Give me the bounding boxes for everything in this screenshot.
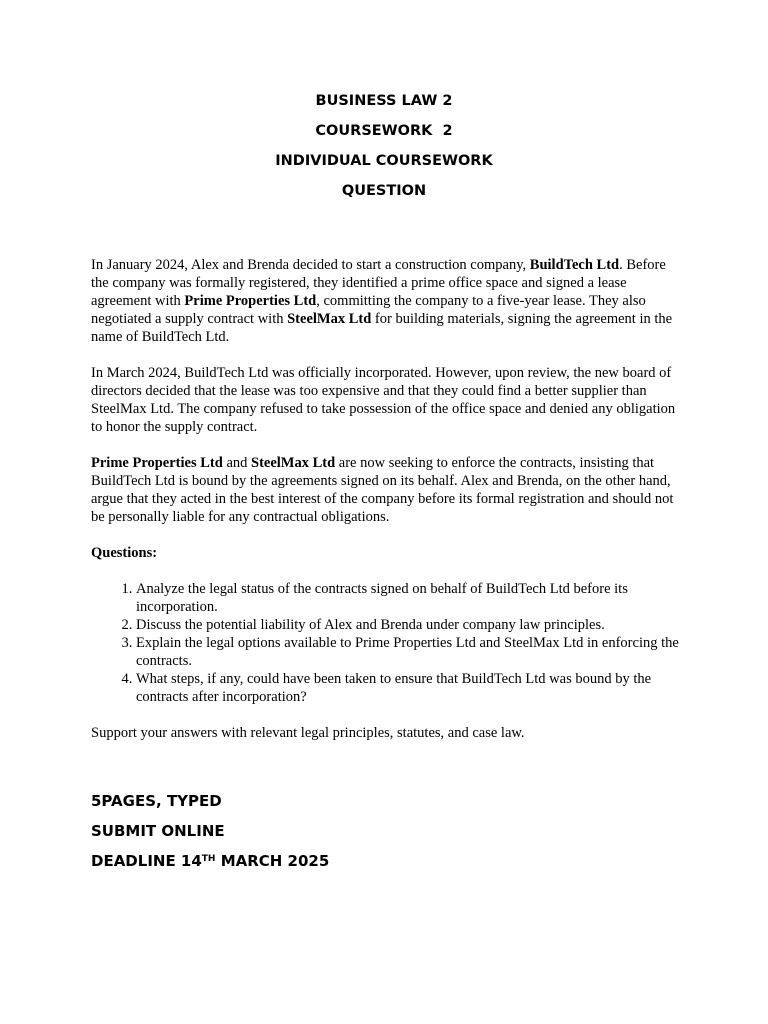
scenario-paragraph-3 (91, 454, 683, 526)
list-item: 4. What steps, if any, could have been taken to ensure that BuildTech Ltd was bound by the contracts after incorporation? (136, 670, 683, 706)
list-item: 3. Explain the legal options available to Prime Properties Ltd and SteelMax Ltd in enforcing the contracts. (136, 634, 683, 670)
scenario-paragraph-2: In March 2024, BuildTech Ltd was officially incorporated. However, upon review, the new board of directors decided that the lease was too expensive and that they could find a better supplier than SteelMax Ltd. The company refused to take possession of the office space and denied any obligation to honor the supply contract. (91, 365, 676, 435)
question-heading: QUESTION (341, 183, 427, 199)
course-title: BUSINESS LAW 2 (315, 93, 453, 109)
questions-heading-label: Questions: (91, 545, 158, 561)
para1-text-c: , committing the company to a five-year lease. They also negotiated a supply contract with (91, 293, 646, 327)
questions-heading (91, 544, 683, 562)
page-requirement: 5PAGES, TYPED (91, 792, 222, 810)
landlord-name: Prime Properties Ltd (91, 455, 223, 471)
deadline-ordinal: TH (201, 854, 216, 864)
para3-text: are now seeking to enforce the contracts, insisting that BuildTech Ltd is bound by the agreements signed on its behalf. Alex and Brenda, on the other hand, argue that they acted in the best interest of the company before its formal registration and should not be personally liable for any contractual obligations. (91, 455, 674, 525)
para1-text-d: for building materials, signing the agreement in the name of BuildTech Ltd. (91, 311, 673, 345)
questions-list (91, 580, 683, 706)
list-item: 1. Analyze the legal status of the contracts signed on behalf of BuildTech Ltd before its incorporation. (136, 580, 683, 616)
supplier-name: SteelMax Ltd (251, 455, 336, 471)
supplier-name: SteelMax Ltd (287, 311, 372, 327)
coursework-type: INDIVIDUAL COURSEWORK (275, 153, 493, 169)
document-header (0, 92, 768, 212)
document-body (91, 256, 683, 760)
para3-and: and (222, 455, 251, 471)
deadline (91, 852, 329, 882)
submission-details (91, 792, 329, 882)
deadline-suffix: MARCH 2025 (215, 852, 330, 870)
para1-text-b: . Before the company was formally registered, they identified a prime office space and signed a lease agreement with (91, 257, 666, 309)
list-item: 2. Discuss the potential liability of Alex and Brenda under company law principles. (136, 616, 683, 634)
coursework-number: COURSEWORK 2 (315, 123, 453, 139)
scenario-paragraph-1 (91, 256, 683, 346)
closing-instruction: Support your answers with relevant legal principles, statutes, and case law. (91, 725, 525, 741)
landlord-name: Prime Properties Ltd (184, 293, 317, 309)
para1-text-a: In January 2024, Alex and Brenda decided to start a construction company, (91, 257, 530, 273)
company-name: BuildTech Ltd (529, 257, 620, 273)
submission-method: SUBMIT ONLINE (91, 822, 225, 840)
deadline-prefix: DEADLINE 14 (91, 852, 202, 870)
